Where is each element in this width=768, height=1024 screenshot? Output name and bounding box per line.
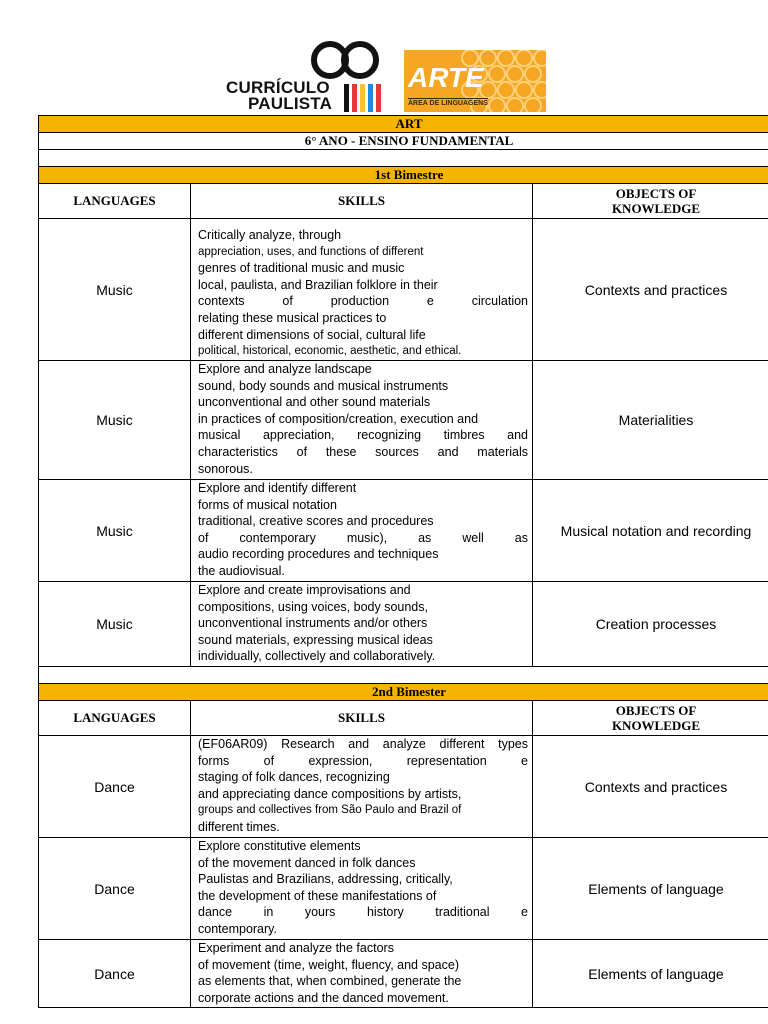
table-row bbox=[39, 940, 768, 1008]
skill-line: appreciation, uses, and functions of different bbox=[198, 245, 424, 258]
skill-line: compositions, using voices, body sounds, bbox=[198, 599, 428, 614]
bimester1-title: 1st Bimestre bbox=[39, 167, 768, 184]
skill-line: in practices of composition/creation, execution and bbox=[198, 411, 479, 426]
spacer-row bbox=[39, 667, 768, 684]
table-row bbox=[39, 219, 768, 361]
language-cell: Music bbox=[39, 480, 191, 582]
skill-line: the audiovisual. bbox=[198, 563, 285, 578]
color-bars-icon bbox=[344, 80, 384, 112]
language-cell: Dance bbox=[39, 736, 191, 838]
grade-title: 6° ANO - ENSINO FUNDAMENTAL bbox=[39, 133, 768, 150]
table-row bbox=[39, 480, 768, 582]
language-cell: Music bbox=[39, 582, 191, 667]
skill-line: as elements that, when combined, generate the bbox=[198, 974, 462, 989]
arte-logo-subtitle: ÁREA DE LINGUAGENS bbox=[408, 100, 488, 107]
skills-header: SKILLS bbox=[191, 701, 533, 736]
object-cell: Contexts and practices bbox=[533, 736, 768, 838]
skill-cell bbox=[191, 361, 533, 480]
skill-cell bbox=[191, 582, 533, 667]
curriculo-logo-line2: PAULISTA bbox=[248, 94, 333, 113]
objects-header-line1: OBJECTS OF bbox=[615, 186, 697, 201]
skill-line: relating these musical practices to bbox=[198, 310, 387, 325]
table-row bbox=[39, 736, 768, 838]
skill-line: contemporary. bbox=[198, 921, 277, 936]
header-logos bbox=[0, 0, 768, 114]
skill-line: characteristics of these sources and materials bbox=[198, 444, 528, 459]
skill-line: traditional, creative scores and procedures bbox=[198, 514, 434, 529]
subject-title: ART bbox=[39, 116, 768, 133]
languages-header: LANGUAGES bbox=[39, 701, 191, 736]
skill-line: groups and collectives from São Paulo and Brazil of bbox=[198, 804, 462, 817]
object-cell: Contexts and practices bbox=[533, 219, 768, 361]
language-cell: Music bbox=[39, 361, 191, 480]
column-header-row bbox=[39, 701, 768, 736]
skill-line: contexts of production e circulation bbox=[198, 294, 528, 309]
skill-line: unconventional and other sound materials bbox=[198, 395, 431, 410]
table-row bbox=[39, 582, 768, 667]
skill-line: different times. bbox=[198, 819, 280, 834]
skill-line: sound materials, expressing musical ideas bbox=[198, 632, 433, 647]
object-cell: Creation processes bbox=[533, 582, 768, 667]
rings-icon bbox=[310, 38, 382, 82]
skill-line: Explore and create improvisations and bbox=[198, 583, 411, 597]
language-cell: Dance bbox=[39, 940, 191, 1008]
object-cell: Materialities bbox=[533, 361, 768, 480]
skill-line: unconventional instruments and/or others bbox=[198, 616, 428, 631]
skill-cell bbox=[191, 838, 533, 940]
objects-header-line2: KNOWLEDGE bbox=[611, 718, 701, 733]
column-header-row bbox=[39, 184, 768, 219]
objects-header bbox=[533, 701, 768, 736]
object-cell: Elements of language bbox=[533, 838, 768, 940]
skill-line: sonorous. bbox=[198, 461, 253, 476]
skills-header: SKILLS bbox=[191, 184, 533, 219]
curriculo-logo-line1: CURRÍCULO bbox=[226, 78, 330, 97]
skill-line: forms of expression, representation e bbox=[198, 753, 528, 768]
grade-row bbox=[39, 133, 768, 150]
skill-line: Experiment and analyze the factors bbox=[198, 941, 394, 955]
skill-line: local, paulista, and Brazilian folklore in their bbox=[198, 277, 438, 292]
skill-cell bbox=[191, 940, 533, 1008]
objects-header-line1: OBJECTS OF bbox=[615, 703, 697, 718]
skill-line: different dimensions of social, cultural life bbox=[198, 327, 426, 342]
objects-header bbox=[533, 184, 768, 219]
bimester-row bbox=[39, 684, 768, 701]
skill-cell bbox=[191, 736, 533, 838]
skill-line: and appreciating dance compositions by artists, bbox=[198, 786, 462, 801]
skill-line: sound, body sounds and musical instruments bbox=[198, 378, 449, 393]
skill-line: individually, collectively and collaboratively. bbox=[198, 649, 436, 664]
arte-logo-title: ARTE bbox=[408, 62, 484, 93]
skill-line: musical appreciation, recognizing timbres and bbox=[198, 428, 528, 443]
skill-cell bbox=[191, 480, 533, 582]
skill-line: dance in yours history traditional e bbox=[198, 905, 528, 920]
skill-line: political, historical, economic, aesthetic, and ethical. bbox=[198, 345, 462, 358]
skill-line: of the movement danced in folk dances bbox=[198, 855, 416, 870]
language-cell: Music bbox=[39, 219, 191, 361]
spacer-row bbox=[39, 150, 768, 167]
arte-logo bbox=[404, 50, 546, 112]
skill-line: staging of folk dances, recognizing bbox=[198, 770, 390, 785]
skill-cell bbox=[191, 219, 533, 361]
object-cell: Musical notation and recording bbox=[533, 480, 768, 582]
skill-line: corporate actions and the danced movement. bbox=[198, 990, 449, 1005]
table-row bbox=[39, 838, 768, 940]
skill-line: Critically analyze, through bbox=[198, 228, 342, 242]
skill-line: (EF06AR09) Research and analyze different types bbox=[198, 737, 528, 751]
language-cell: Dance bbox=[39, 838, 191, 940]
skill-line: Paulistas and Brazilians, addressing, critically, bbox=[198, 872, 453, 887]
skill-line: audio recording procedures and techniques bbox=[198, 547, 439, 562]
skill-line: genres of traditional music and music bbox=[198, 261, 405, 276]
skill-line: of movement (time, weight, fluency, and space) bbox=[198, 957, 459, 972]
skill-line: forms of musical notation bbox=[198, 497, 337, 512]
object-cell: Elements of language bbox=[533, 940, 768, 1008]
objects-header-line2: KNOWLEDGE bbox=[611, 201, 701, 216]
skill-line: of contemporary music), as well as bbox=[198, 530, 528, 545]
bimester-row bbox=[39, 167, 768, 184]
skill-line: the development of these manifestations of bbox=[198, 888, 437, 903]
curriculo-paulista-logo bbox=[222, 38, 390, 114]
curriculum-table bbox=[38, 115, 768, 1008]
languages-header: LANGUAGES bbox=[39, 184, 191, 219]
subject-row bbox=[39, 116, 768, 133]
skill-line: Explore constitutive elements bbox=[198, 839, 361, 853]
bimester2-title: 2nd Bimester bbox=[39, 684, 768, 701]
table-row bbox=[39, 361, 768, 480]
skill-line: Explore and identify different bbox=[198, 481, 357, 495]
skill-line: Explore and analyze landscape bbox=[198, 362, 372, 376]
